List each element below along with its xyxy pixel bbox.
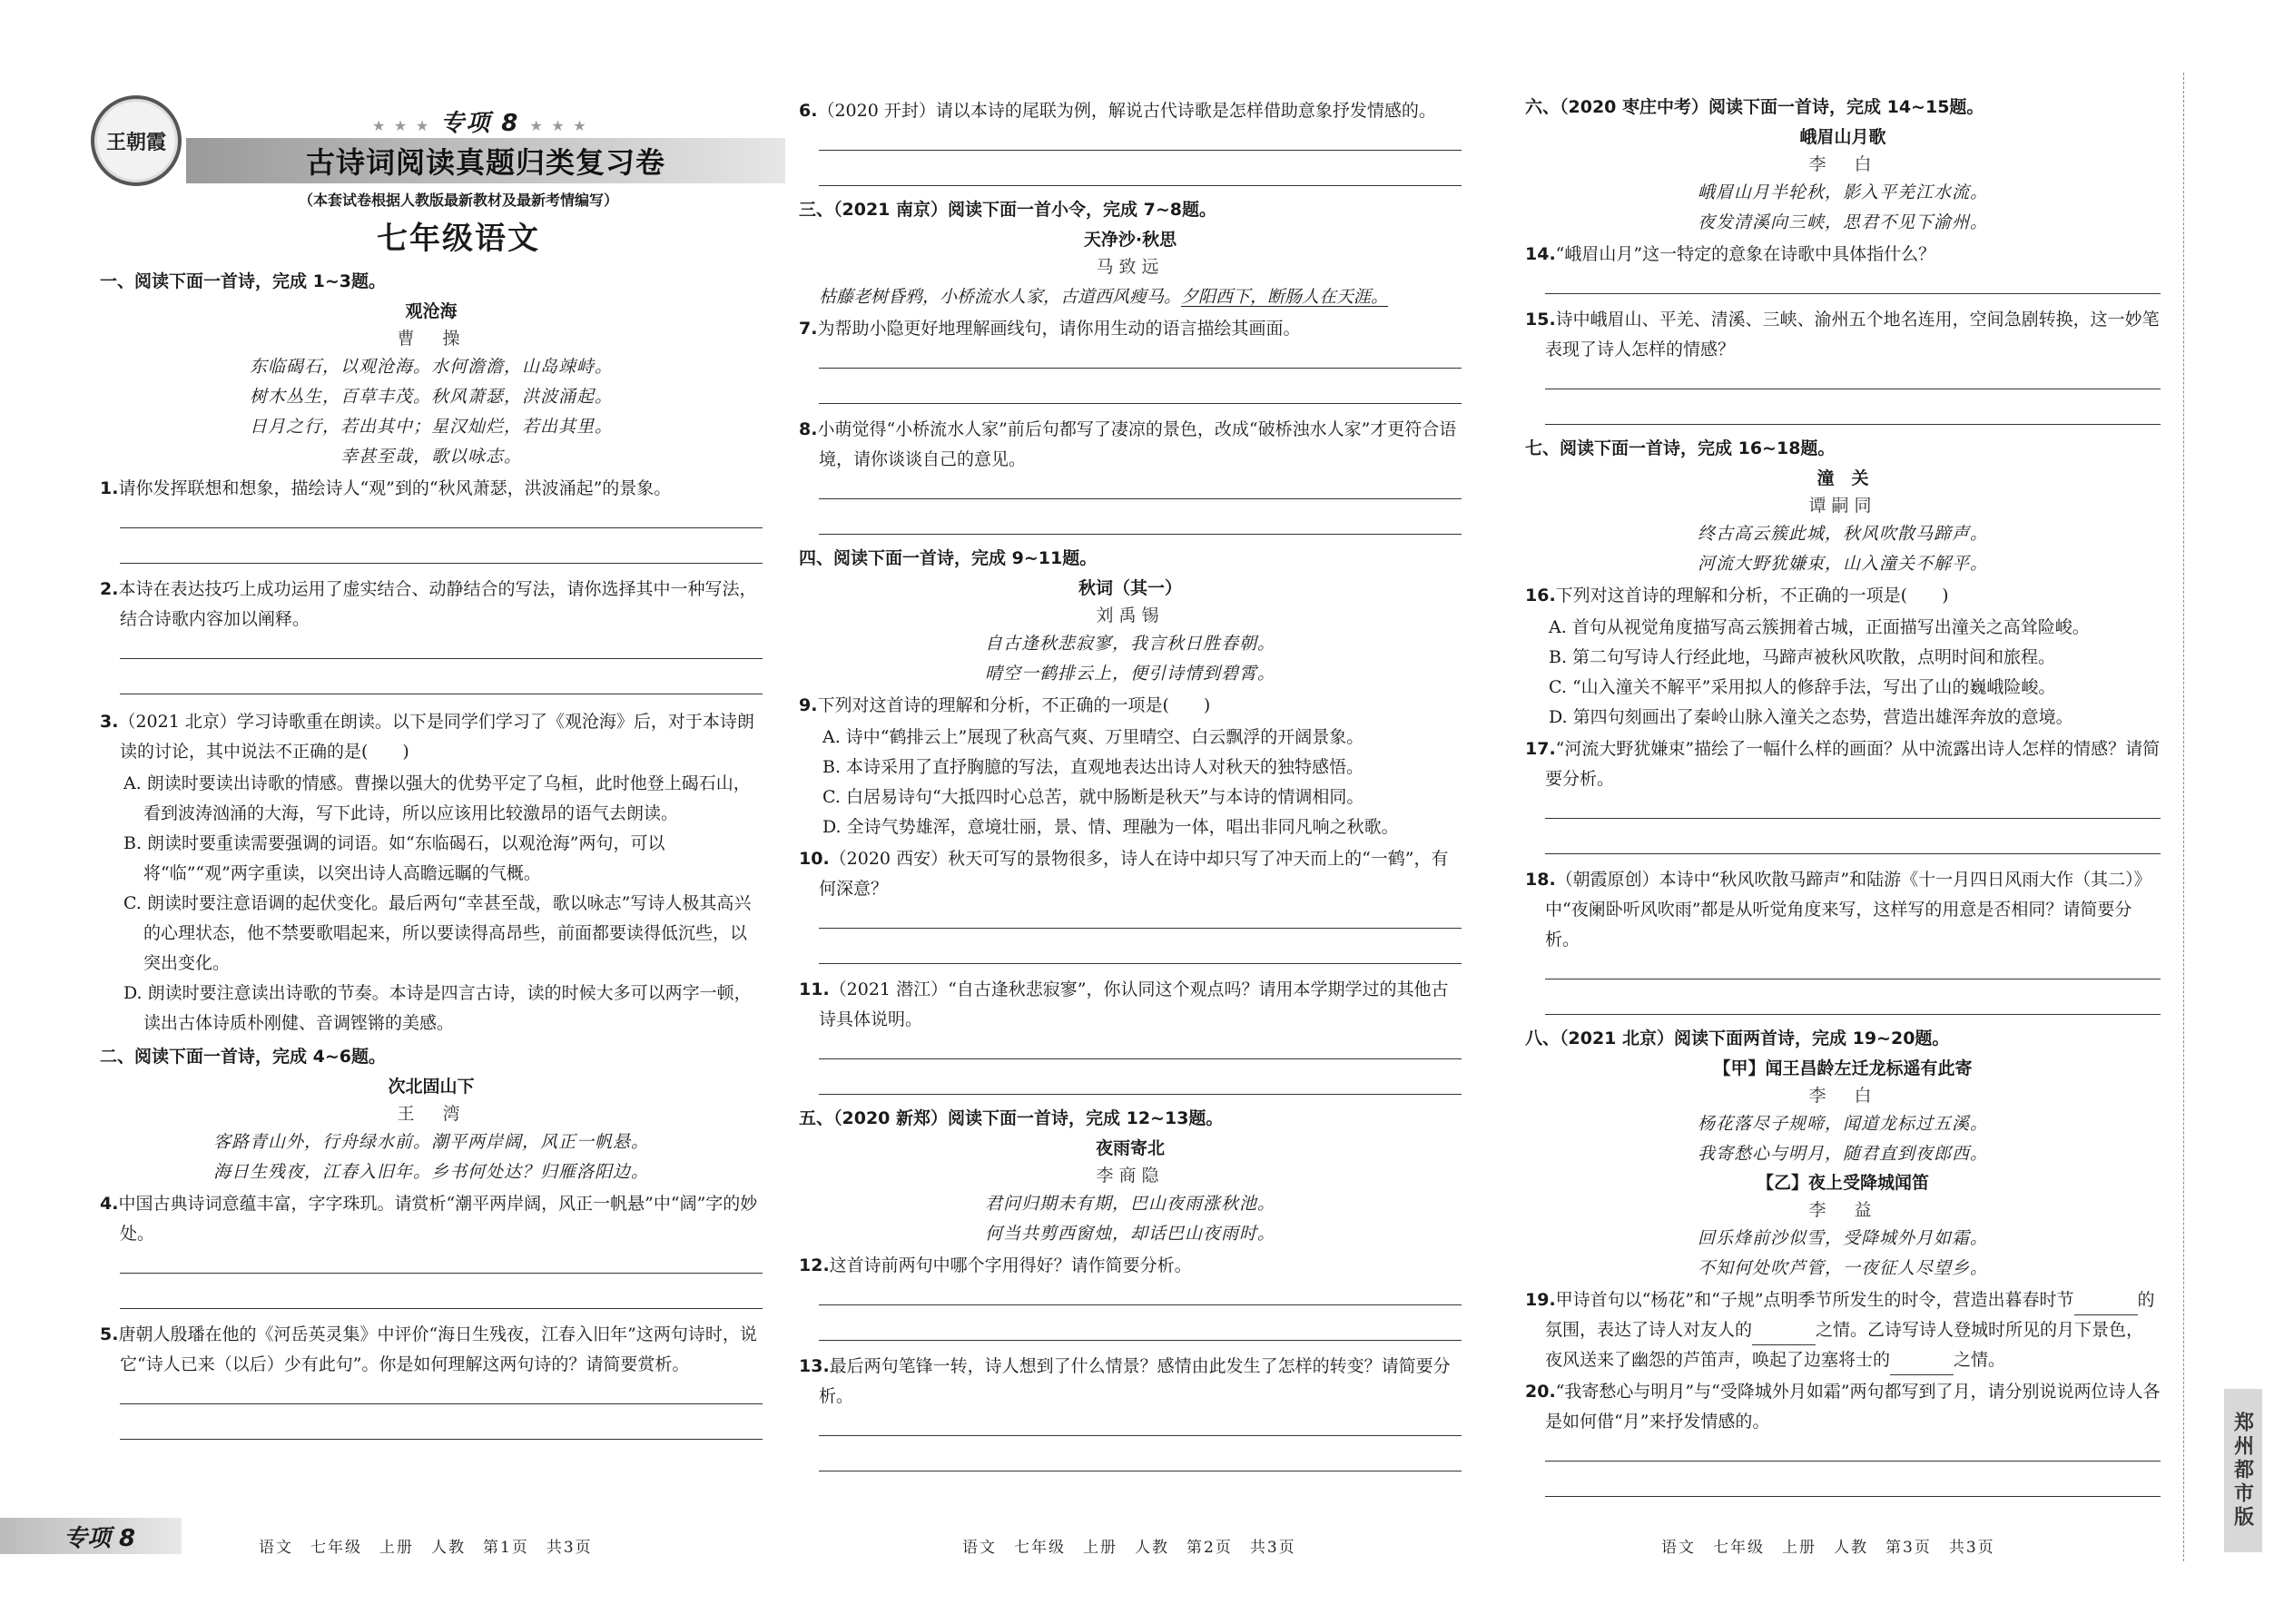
question-2 [100,575,763,635]
poem-line: 何当共剪西窗烛，却话巴山夜雨时。 [984,1224,1275,1244]
section-6-heading: 六、（2020 枣庄中考）阅读下面一首诗，完成 14~15题。 [1525,97,1984,117]
footer-page-1: 语文 七年级 上册 人教 第1页 共3页 [259,1539,593,1557]
poem-line: 君问归期未有期，巴山夜雨涨秋池。 [984,1194,1275,1214]
question-6 [799,96,1462,126]
question-20 [1525,1377,2161,1437]
fill-blank[interactable] [1752,1328,1816,1345]
answer-line[interactable] [819,1305,1462,1341]
question-text: （2020 开封）请以本诗的尾联为例，解说古代诗歌是怎样借助意象抒发情感的。 [817,101,1436,121]
question-12 [799,1251,1462,1281]
poem-title: 潼 关 [1816,468,1869,488]
question-text: “峨眉山月”这一特定的意象在诗歌中具体指什么？ [1555,244,1936,264]
side-label [2224,1389,2262,1552]
series-label: ★ ★ ★ 专项 8 ★ ★ ★ [372,110,588,137]
question-text: （2021 北京）学习诗歌重在朗读。以下是同学们学习了《观沧海》后，对于本诗朗读的讨论，其中说法不正确的是( ) [118,712,754,762]
question-14 [1525,240,2161,270]
fill-blank[interactable] [1890,1358,1954,1375]
question-number: 20. [1525,1382,1556,1402]
answer-line[interactable] [1545,1462,2161,1497]
paper-subtitle: （本套试卷根据人教版最新教材及最新考情编写） [298,192,618,209]
poem-line: 我寄愁心与明月，随君直到夜郎西。 [1697,1144,1988,1164]
question-number: 6. [799,101,818,121]
poem-line: 河流大野犹嫌束，山入潼关不解平。 [1697,554,1988,574]
question-text: “我寄愁心与明月”与“受降城外月如霜”两句都写到了月，请分别说说两位诗人各是如何借“月”来抒发情感的。 [1545,1382,2161,1432]
answer-line[interactable] [1545,389,2161,425]
answer-line[interactable] [819,929,1462,964]
question-10 [799,844,1462,904]
answer-line[interactable] [120,1251,763,1274]
page-1 [100,0,763,1624]
question-text: 这首诗前两句中哪个字用得好？请作简要分析。 [829,1255,1192,1275]
answer-line[interactable] [819,369,1462,404]
answer-line[interactable] [819,1436,1462,1471]
poem-line: 终古高云簇此城，秋风吹散马蹄声。 [1697,524,1988,544]
paper-title: 古诗词阅读真题归类复习卷 [305,145,665,180]
poem-author: 李 益 [1808,1200,1877,1220]
question-7 [799,314,1462,344]
question-text: 小萌觉得“小桥流水人家”前后句都写了凄凉的景色，改成“破桥浊水人家”才更符合语境，请你谈谈自己的意见。 [817,419,1457,469]
section-8-heading: 八、（2021 北京）阅读下面两首诗，完成 19~20题。 [1525,1029,1950,1048]
answer-line[interactable] [120,506,763,528]
poem-line: 晴空一鹤排云上，便引诗情到碧霄。 [984,664,1275,684]
section-3-heading: 三、（2021 南京）阅读下面一首小令，完成 7~8题。 [799,200,1216,220]
answer-line[interactable] [819,1413,1462,1436]
option-b[interactable]: B. 本诗采用了直抒胸臆的写法，直观地表达出诗人对秋天的独特感悟。 [822,757,1364,777]
question-number: 17. [1525,739,1556,759]
question-text: 之情。 [1954,1350,2006,1370]
question-number: 13. [799,1356,830,1376]
page-2 [799,0,1462,1624]
poem-author: 李 白 [1808,154,1877,174]
section-2-heading: 二、阅读下面一首诗，完成 4~6题。 [100,1047,386,1067]
answer-line[interactable] [1545,796,2161,819]
answer-line[interactable] [819,1059,1462,1095]
question-13 [799,1352,1462,1412]
question-text: “河流大野犹嫌束”描绘了一幅什么样的画面？从中流露出诗人怎样的情感？请简要分析。 [1545,739,2161,789]
question-text: （2021 潜江）“自古逢秋悲寂寥”，你认同这个观点吗？请用本学期学过的其他古诗具体说明。 [819,979,1449,1029]
poem-author: 李 白 [1808,1086,1877,1106]
question-number: 9. [799,695,818,715]
answer-line[interactable] [1545,957,2161,979]
question-text: 的氛围，表达了诗人对友人的 [1545,1290,2155,1340]
answer-line[interactable] [819,906,1462,929]
option-a[interactable]: A. 诗中“鹤排云上”展现了秋高气爽、万里晴空、白云飘浮的开阔景象。 [822,727,1364,747]
option-d[interactable]: D. 朗读时要注意读出诗歌的节奏。本诗是四言古诗，读的时候大多可以两字一顿，读出古体诗质朴刚健、音调铿锵的美感。 [123,983,752,1033]
question-15 [1525,305,2161,365]
answer-line[interactable] [1545,819,2161,854]
answer-line[interactable] [1545,367,2161,389]
question-8 [799,415,1462,475]
poem-line: 杨花落尽子规啼，闻道龙标过五溪。 [1697,1114,1988,1134]
option-c[interactable]: C. “山入潼关不解平”采用拟人的修辞手法，写出了山的巍峨险峻。 [1549,677,2056,697]
poem-line: 日月之行，若出其中；星汉灿烂，若出其里。 [249,417,613,437]
title-banner [186,138,785,183]
answer-line[interactable] [819,151,1462,186]
section-7-heading: 七、阅读下面一首诗，完成 16~18题。 [1525,438,1836,458]
side-label-text: 郑州都市版 [2230,1412,2255,1530]
poem-title: 【甲】闻王昌龄左迁龙标遥有此寄 [1713,1058,1973,1078]
poem-line: 峨眉山月半轮秋，影入平羌江水流。 [1697,182,1988,202]
question-text: 下列对这首诗的理解和分析，不正确的一项是( ) [817,695,1211,715]
question-number: 15. [1525,310,1556,330]
poem-title: 次北固山下 [388,1077,475,1097]
option-b[interactable]: B. 朗读时要重读需要强调的词语。如“东临碣石，以观沧海”两句，可以将“临”“观”两字重读，以突出诗人高瞻远瞩的气概。 [123,833,665,883]
header [100,0,763,180]
question-text: 最后两句笔锋一转，诗人想到了什么情景？感情由此发生了怎样的转变？请简要分析。 [819,1356,1451,1406]
option-d[interactable]: D. 第四句刻画出了秦岭山脉入潼关之态势，营造出雄浑奔放的意境。 [1549,707,2073,727]
poem-line-underlined: 夕阳西下，断肠人在天涯。 [1181,287,1389,307]
answer-line[interactable] [120,1382,763,1404]
question-text: 下列对这首诗的理解和分析，不正确的一项是( ) [1555,586,1949,605]
answer-line[interactable] [120,528,763,564]
binding-line [2183,73,2184,1561]
poem-author: 谭嗣同 [1808,496,1877,516]
answer-line[interactable] [819,499,1462,535]
question-11 [799,975,1462,1035]
answer-line[interactable] [120,1404,763,1440]
question-9 [799,691,1462,721]
question-number: 8. [799,419,818,439]
poem-author: 刘禹锡 [1096,605,1165,625]
question-5 [100,1320,763,1380]
grade-title: 七年级语文 [377,221,540,257]
poem-title: 夜雨寄北 [1095,1138,1165,1158]
question-1 [100,474,763,504]
poem-author: 李商隐 [1096,1166,1165,1186]
logo [91,95,182,186]
answer-line[interactable] [819,346,1462,369]
answer-line[interactable] [120,1274,763,1309]
poem-line: 回乐烽前沙似雪，受降城外月如霜。 [1697,1228,1988,1248]
question-text: 本诗在表达技巧上成功运用了虚实结合、动静结合的写法，请你选择其中一种写法，结合诗歌内容加以阐释。 [118,579,757,629]
question-text: 请你发挥联想和想象，描绘诗人“观”到的“秋风萧瑟，洪波涌起”的景象。 [118,478,672,498]
question-text: 甲诗首句以“杨花”和“子规”点明季节所发生的时令，营造出暮春时节 [1555,1290,2074,1310]
option-c[interactable]: C. 朗读时要注意语调的起伏变化。最后两句“幸甚至哉，歌以咏志”写诗人极其高兴的心理状态，他不禁要歌唱起来，所以要读得高昂些，前面都要读得低沉些，以突出变化。 [123,893,752,973]
poem-author: 王 湾 [397,1104,466,1124]
poem-line: 夜发清溪向三峡，思君不见下渝州。 [1697,212,1988,232]
footer-badge [0,1518,182,1554]
poem-line: 海日生残夜，江春入旧年。乡书何处达？归雁洛阳边。 [212,1162,649,1182]
poem-line: 枯藤老树昏鸦，小桥流水人家，古道西风瘦马。 [819,287,1182,307]
poem-title: 秋词（其一） [1078,578,1182,598]
answer-line[interactable] [819,477,1462,499]
poem-author: 马致远 [1096,257,1165,277]
option-a[interactable]: A. 首句从视觉角度描写高云簇拥着古城，正面描写出潼关之高耸险峻。 [1549,617,2090,637]
question-number: 14. [1525,244,1556,264]
question-text: 中国古典诗词意蕴丰富，字字珠玑。请赏析“潮平两岸阔，风正一帆悬”中“阔”字的妙处。 [118,1194,758,1244]
poem-author: 曹 操 [397,329,466,349]
question-number: 12. [799,1255,830,1275]
poem-title: 观沧海 [405,301,458,321]
answer-line[interactable] [819,1283,1462,1305]
question-number: 2. [100,579,119,599]
poem-line: 东临碣石，以观沧海。水何澹澹，山岛竦峙。 [249,357,613,377]
question-text: 为帮助小隐更好地理解画线句，请你用生动的语言描绘其画面。 [817,319,1301,339]
question-number: 18. [1525,870,1556,890]
answer-line[interactable] [819,128,1462,151]
section-1-heading: 一、阅读下面一首诗，完成 1~3题。 [100,271,386,291]
question-number: 19. [1525,1290,1556,1310]
poem-body [799,282,1462,312]
question-text: 之情。乙诗写诗人登城时所见的月下景色，夜风送来了幽怨的芦笛声，唤起了边塞将士的 [1545,1320,2144,1370]
answer-line[interactable] [120,636,763,659]
footer-page-3: 语文 七年级 上册 人教 第3页 共3页 [1661,1539,1995,1557]
series-text: 专项 8 [440,110,520,137]
question-text: （朝霞原创）本诗中“秋风吹散马蹄声”和陆游《十一月四日风雨大作（其二）》中“夜阑卧听风吹雨”都是从听觉角度来写，这样写的用意是否相同？请简要分析。 [1545,870,2151,950]
option-b[interactable]: B. 第二句写诗人行经此地，马蹄声被秋风吹散，点明时间和旅程。 [1549,647,2056,667]
question-3 [100,707,763,767]
answer-line[interactable] [819,1037,1462,1059]
question-number: 10. [799,849,830,869]
answer-line[interactable] [1545,1439,2161,1462]
poem-title: 峨眉山月歌 [1799,127,1886,147]
question-number: 3. [100,712,119,732]
section-5-heading: 五、（2020 新郑）阅读下面一首诗，完成 12~13题。 [799,1108,1224,1128]
question-number: 1. [100,478,119,498]
poem-line: 树木丛生，百草丰茂。秋风萧瑟，洪波涌起。 [249,387,613,407]
footer-series: 专项 8 [64,1524,136,1552]
question-text: 诗中峨眉山、平羌、清溪、三峡、渝州五个地名连用，空间急剧转换，这一妙笔表现了诗人怎样的情感？ [1545,310,2160,359]
question-number: 16. [1525,586,1556,605]
question-text: 唐朝人殷璠在他的《河岳英灵集》中评价“海日生残夜，江春入旧年”这两句诗时，说它“诗人已来（以后）少有此句”。你是如何理解这两句诗的？请简要赏析。 [118,1324,757,1374]
option-a[interactable]: A. 朗读时要读出诗歌的情感。曹操以强大的优势平定了乌桓，此时他登上碣石山，看到波涛汹涌的大海，写下此诗，所以应该用比较激昂的语气去朗读。 [123,773,751,823]
page-3 [1525,0,2161,1624]
question-number: 5. [100,1324,119,1344]
section-4-heading: 四、阅读下面一首诗，完成 9~11题。 [799,548,1098,568]
question-number: 7. [799,319,818,339]
answer-line[interactable] [120,659,763,694]
question-number: 11. [799,979,830,999]
question-number: 4. [100,1194,119,1214]
footer-page-2: 语文 七年级 上册 人教 第2页 共3页 [962,1539,1296,1557]
question-text: （2020 西安）秋天可写的景物很多，诗人在诗中却只写了冲天而上的“一鹤”，有何深意？ [819,849,1449,899]
poem-line: 客路青山外，行舟绿水前。潮平两岸阔，风正一帆悬。 [212,1132,649,1152]
question-17 [1525,734,2161,794]
logo-text: 王朝霞 [105,130,166,154]
poem-line: 幸甚至哉，歌以咏志。 [340,447,522,467]
question-4 [100,1189,763,1249]
option-d[interactable]: D. 全诗气势雄浑，意境壮丽，景、情、理融为一体，唱出非同凡响之秋歌。 [822,817,1399,837]
option-c[interactable]: C. 白居易诗句“大抵四时心总苦，就中肠断是秋天”与本诗的情调相同。 [822,787,1364,807]
fill-blank[interactable] [2074,1298,2138,1315]
question-16 [1525,581,2161,611]
question-19 [1525,1285,2161,1375]
poem-title: 天净沙·秋思 [1083,230,1177,250]
poem-line: 自古逢秋悲寂寥，我言秋日胜春朝。 [984,634,1275,654]
answer-line[interactable] [1545,271,2161,294]
poem-line: 不知何处吹芦管，一夜征人尽望乡。 [1697,1258,1988,1278]
question-18 [1525,865,2161,955]
poem-title: 【乙】夜上受降城闻笛 [1756,1173,1929,1193]
answer-line[interactable] [1545,979,2161,1015]
